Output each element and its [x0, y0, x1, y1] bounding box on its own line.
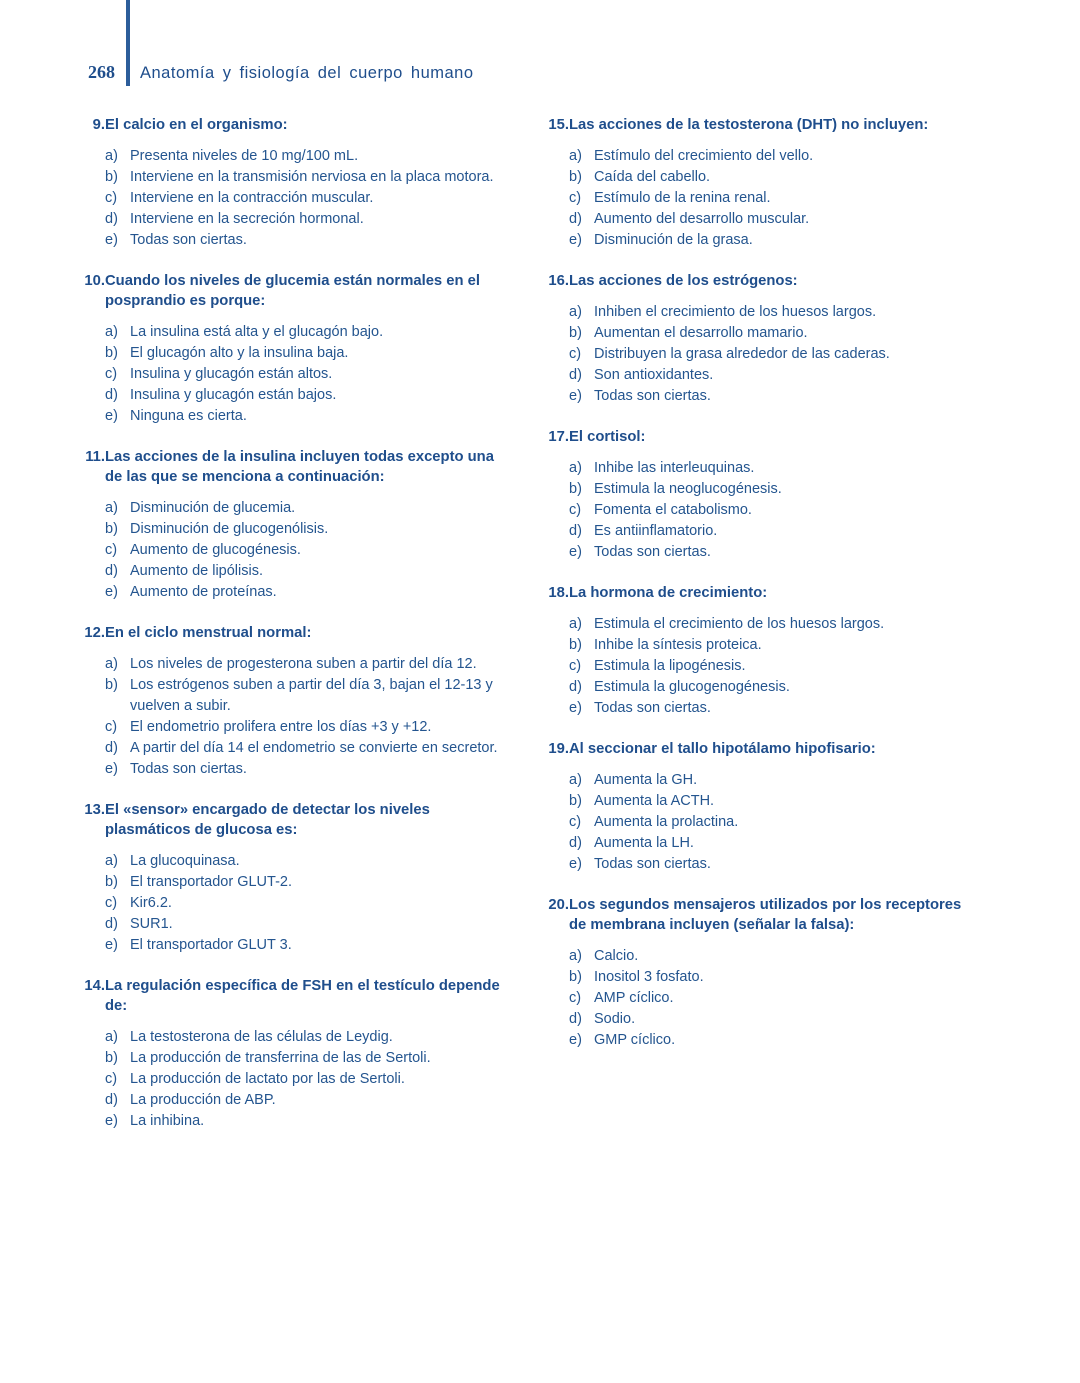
option-text: Presenta niveles de 10 mg/100 mL.: [130, 148, 359, 164]
option-letter: a): [105, 1029, 118, 1045]
option-letter: e): [569, 1032, 582, 1048]
option-letter: d): [105, 740, 118, 756]
option-letter: a): [105, 853, 118, 869]
answer-option: [569, 677, 978, 698]
answer-option: [569, 167, 978, 188]
option-letter: a): [105, 656, 118, 672]
question-text: El «sensor» encargado de detectar los niveles plasmáticos de glucosa es:: [105, 802, 430, 838]
option-letter: b): [569, 637, 582, 653]
option-letter: b): [105, 345, 118, 361]
option-letter: d): [569, 1011, 582, 1027]
answer-option: [569, 542, 978, 563]
option-letter: c): [569, 502, 582, 518]
answer-option: [105, 1027, 514, 1048]
option-letter: d): [105, 916, 118, 932]
option-letter: b): [569, 793, 582, 809]
option-text: Interviene en la transmisión nerviosa en la placa motora.: [130, 169, 494, 185]
answer-options: [569, 770, 978, 875]
option-text: Interviene en la secreción hormonal.: [130, 211, 364, 227]
answer-option: [569, 344, 978, 365]
question-heading: [74, 115, 514, 135]
option-letter: c): [105, 190, 118, 206]
option-text: Estímulo de la renina renal.: [594, 190, 771, 206]
option-text: La insulina está alta y el glucagón bajo.: [130, 324, 384, 340]
answer-option: [569, 500, 978, 521]
option-letter: d): [105, 211, 118, 227]
question-heading: [538, 115, 978, 135]
question-text: Las acciones de la insulina incluyen todas excepto una de las que se menciona a continuación:: [105, 449, 494, 485]
question-heading: [74, 271, 514, 311]
answer-option: [569, 988, 978, 1009]
option-text: Todas son ciertas.: [594, 856, 711, 872]
question-17: [538, 427, 978, 563]
question-heading: [538, 427, 978, 447]
option-text: Insulina y glucagón están bajos.: [130, 387, 337, 403]
option-text: El transportador GLUT 3.: [130, 937, 292, 953]
question-14: [74, 976, 514, 1132]
question-15: [538, 115, 978, 251]
option-text: La inhibina.: [130, 1113, 205, 1129]
question-18: [538, 583, 978, 719]
option-text: AMP cíclico.: [594, 990, 674, 1006]
question-number: 19.: [548, 741, 569, 757]
answer-option: [569, 656, 978, 677]
option-text: Caída del cabello.: [594, 169, 711, 185]
option-text: Disminución de glucemia.: [130, 500, 296, 516]
option-letter: a): [105, 324, 118, 340]
option-letter: a): [105, 500, 118, 516]
question-text: El cortisol:: [569, 429, 646, 445]
option-text: SUR1.: [130, 916, 173, 932]
answer-option: [569, 614, 978, 635]
answer-option: [105, 1069, 514, 1090]
answer-option: [569, 791, 978, 812]
answer-option: [569, 946, 978, 967]
answer-options: [105, 146, 514, 251]
answer-option: [105, 935, 514, 956]
option-letter: d): [569, 679, 582, 695]
option-text: Disminución de la grasa.: [594, 232, 753, 248]
answer-option: [105, 343, 514, 364]
answer-options: [569, 302, 978, 407]
option-text: Aumento de lipólisis.: [130, 563, 263, 579]
answer-options: [105, 498, 514, 603]
answer-option: [569, 521, 978, 542]
option-text: Aumento de glucogénesis.: [130, 542, 301, 558]
question-11: [74, 447, 514, 603]
question-heading: [538, 739, 978, 759]
answer-option: [569, 323, 978, 344]
option-text: Interviene en la contracción muscular.: [130, 190, 374, 206]
answer-option: [105, 893, 514, 914]
option-text: Aumento de proteínas.: [130, 584, 277, 600]
option-text: Kir6.2.: [130, 895, 172, 911]
option-letter: b): [105, 521, 118, 537]
option-text: Aumenta la GH.: [594, 772, 698, 788]
answer-option: [105, 914, 514, 935]
answer-option: [569, 854, 978, 875]
option-letter: c): [105, 1071, 118, 1087]
answer-option: [105, 209, 514, 230]
question-20: [538, 895, 978, 1051]
answer-options: [105, 851, 514, 956]
option-letter: a): [105, 148, 118, 164]
question-text: Las acciones de la testosterona (DHT) no incluyen:: [569, 117, 929, 133]
option-text: Todas son ciertas.: [130, 232, 247, 248]
option-letter: c): [105, 719, 118, 735]
option-text: Aumenta la prolactina.: [594, 814, 739, 830]
answer-option: [105, 167, 514, 188]
option-text: Son antioxidantes.: [594, 367, 714, 383]
option-letter: e): [569, 388, 582, 404]
question-heading: [74, 623, 514, 643]
option-letter: d): [105, 387, 118, 403]
option-letter: a): [569, 304, 582, 320]
answer-option: [569, 146, 978, 167]
answer-option: [105, 322, 514, 343]
option-letter: b): [105, 169, 118, 185]
option-letter: d): [105, 1092, 118, 1108]
answer-option: [569, 209, 978, 230]
answer-option: [569, 1030, 978, 1051]
question-text: Al seccionar el tallo hipotálamo hipofisario:: [569, 741, 876, 757]
option-letter: b): [105, 874, 118, 890]
option-letter: c): [569, 814, 582, 830]
option-letter: c): [105, 366, 118, 382]
option-text: La producción de transferrina de las de Sertoli.: [130, 1050, 431, 1066]
option-letter: b): [105, 1050, 118, 1066]
option-letter: e): [105, 408, 118, 424]
answer-options: [105, 654, 514, 780]
option-text: Aumentan el desarrollo mamario.: [594, 325, 808, 341]
option-text: Inhibe las interleuquinas.: [594, 460, 755, 476]
option-letter: e): [569, 232, 582, 248]
option-text: Estimula la glucogenogénesis.: [594, 679, 790, 695]
option-letter: a): [569, 148, 582, 164]
option-text: A partir del día 14 el endometrio se convierte en secretor.: [130, 740, 498, 756]
option-letter: b): [569, 169, 582, 185]
option-letter: d): [569, 367, 582, 383]
answer-option: [105, 654, 514, 675]
question-13: [74, 800, 514, 956]
answer-option: [105, 561, 514, 582]
answer-option: [569, 479, 978, 500]
option-text: Todas son ciertas.: [594, 700, 711, 716]
option-text: Sodio.: [594, 1011, 636, 1027]
question-text: La hormona de crecimiento:: [569, 585, 768, 601]
option-letter: b): [569, 969, 582, 985]
option-letter: c): [569, 346, 582, 362]
answer-option: [105, 582, 514, 603]
question-heading: [538, 583, 978, 603]
answer-option: [569, 698, 978, 719]
answer-option: [105, 230, 514, 251]
page-number: 268: [88, 62, 115, 82]
question-19: [538, 739, 978, 875]
option-letter: a): [569, 948, 582, 964]
option-text: El transportador GLUT-2.: [130, 874, 292, 890]
question-10: [74, 271, 514, 427]
page-header: [88, 62, 474, 88]
option-text: Fomenta el catabolismo.: [594, 502, 752, 518]
option-text: Estimula el crecimiento de los huesos largos.: [594, 616, 885, 632]
option-text: Los estrógenos suben a partir del día 3, bajan el 12-13 y vuelven a subir.: [130, 677, 493, 714]
option-text: GMP cíclico.: [594, 1032, 676, 1048]
left-column: [74, 115, 514, 1152]
answer-options: [105, 322, 514, 427]
option-text: El glucagón alto y la insulina baja.: [130, 345, 349, 361]
option-letter: a): [569, 616, 582, 632]
answer-option: [105, 498, 514, 519]
option-letter: e): [105, 1113, 118, 1129]
answer-options: [105, 1027, 514, 1132]
option-text: Estimula la neoglucogénesis.: [594, 481, 782, 497]
question-text: La regulación específica de FSH en el testículo depende de:: [105, 978, 500, 1014]
question-text: El calcio en el organismo:: [105, 117, 288, 133]
question-number: 17.: [548, 429, 569, 445]
question-number: 11.: [85, 449, 105, 465]
question-number: 12.: [84, 625, 105, 641]
answer-option: [105, 1090, 514, 1111]
question-text: En el ciclo menstrual normal:: [105, 625, 312, 641]
option-letter: b): [569, 481, 582, 497]
option-letter: e): [105, 937, 118, 953]
answer-option: [105, 851, 514, 872]
option-text: Todas son ciertas.: [130, 761, 247, 777]
option-text: Inositol 3 fosfato.: [594, 969, 704, 985]
answer-option: [569, 188, 978, 209]
answer-option: [569, 770, 978, 791]
option-letter: e): [569, 544, 582, 560]
answer-options: [569, 614, 978, 719]
answer-option: [569, 386, 978, 407]
answer-option: [569, 812, 978, 833]
question-heading: [74, 976, 514, 1016]
answer-option: [105, 717, 514, 738]
option-text: El endometrio prolifera entre los días +3 y +12.: [130, 719, 432, 735]
question-9: [74, 115, 514, 251]
option-letter: e): [105, 232, 118, 248]
option-letter: e): [569, 856, 582, 872]
option-text: Estimula la lipogénesis.: [594, 658, 746, 674]
option-letter: c): [569, 190, 582, 206]
answer-option: [569, 833, 978, 854]
answer-option: [105, 759, 514, 780]
question-text: Las acciones de los estrógenos:: [569, 273, 798, 289]
right-column: [538, 115, 978, 1071]
question-16: [538, 271, 978, 407]
answer-option: [569, 365, 978, 386]
answer-option: [105, 188, 514, 209]
answer-option: [569, 458, 978, 479]
option-text: Aumento del desarrollo muscular.: [594, 211, 810, 227]
option-text: Disminución de glucogenólisis.: [130, 521, 329, 537]
option-text: Los niveles de progesterona suben a partir del día 12.: [130, 656, 477, 672]
answer-options: [569, 458, 978, 563]
answer-option: [105, 872, 514, 893]
question-text: Los segundos mensajeros utilizados por los receptores de membrana incluyen (señalar la falsa):: [569, 897, 962, 933]
option-text: Estímulo del crecimiento del vello.: [594, 148, 814, 164]
answer-options: [569, 946, 978, 1051]
option-text: Aumenta la LH.: [594, 835, 694, 851]
option-text: Todas son ciertas.: [594, 544, 711, 560]
option-letter: e): [105, 584, 118, 600]
answer-option: [105, 364, 514, 385]
option-letter: a): [569, 772, 582, 788]
option-letter: d): [569, 835, 582, 851]
option-letter: e): [105, 761, 118, 777]
running-title: Anatomía y fisiología del cuerpo humano: [140, 64, 474, 82]
option-text: La producción de ABP.: [130, 1092, 276, 1108]
answer-option: [569, 967, 978, 988]
answer-option: [105, 406, 514, 427]
option-text: Ninguna es cierta.: [130, 408, 247, 424]
option-text: Calcio.: [594, 948, 639, 964]
option-text: Inhiben el crecimiento de los huesos largos.: [594, 304, 877, 320]
answer-option: [105, 675, 514, 717]
option-letter: d): [569, 523, 582, 539]
option-text: Es antiinflamatorio.: [594, 523, 718, 539]
question-number: 18.: [548, 585, 569, 601]
answer-option: [105, 540, 514, 561]
option-text: La glucoquinasa.: [130, 853, 240, 869]
option-text: La producción de lactato por las de Sertoli.: [130, 1071, 405, 1087]
option-letter: a): [569, 460, 582, 476]
option-text: Insulina y glucagón están altos.: [130, 366, 333, 382]
question-number: 13.: [84, 802, 105, 818]
option-text: La testosterona de las células de Leydig.: [130, 1029, 393, 1045]
question-12: [74, 623, 514, 780]
question-heading: [74, 800, 514, 840]
question-number: 15.: [548, 117, 569, 133]
answer-option: [105, 1111, 514, 1132]
option-letter: c): [105, 895, 118, 911]
option-letter: d): [569, 211, 582, 227]
answer-option: [105, 519, 514, 540]
option-letter: c): [105, 542, 118, 558]
answer-option: [569, 230, 978, 251]
option-text: Distribuyen la grasa alrededor de las caderas.: [594, 346, 890, 362]
answer-option: [105, 146, 514, 167]
question-number: 10.: [84, 273, 105, 289]
option-text: Todas son ciertas.: [594, 388, 711, 404]
answer-option: [569, 1009, 978, 1030]
question-number: 16.: [548, 273, 569, 289]
question-text: Cuando los niveles de glucemia están normales en el posprandio es porque:: [105, 273, 480, 309]
option-letter: b): [569, 325, 582, 341]
answer-option: [105, 738, 514, 759]
question-number: 20.: [548, 897, 569, 913]
option-text: Aumenta la ACTH.: [594, 793, 715, 809]
answer-option: [105, 1048, 514, 1069]
answer-option: [569, 302, 978, 323]
answer-option: [569, 635, 978, 656]
question-heading: [538, 271, 978, 291]
option-text: Inhibe la síntesis proteica.: [594, 637, 762, 653]
question-heading: [538, 895, 978, 935]
question-number: 14.: [84, 978, 105, 994]
option-letter: e): [569, 700, 582, 716]
option-letter: c): [569, 658, 582, 674]
answer-options: [569, 146, 978, 251]
option-letter: b): [105, 677, 118, 693]
answer-option: [105, 385, 514, 406]
question-number: 9.: [92, 117, 105, 133]
option-letter: c): [569, 990, 582, 1006]
question-heading: [74, 447, 514, 487]
option-letter: d): [105, 563, 118, 579]
